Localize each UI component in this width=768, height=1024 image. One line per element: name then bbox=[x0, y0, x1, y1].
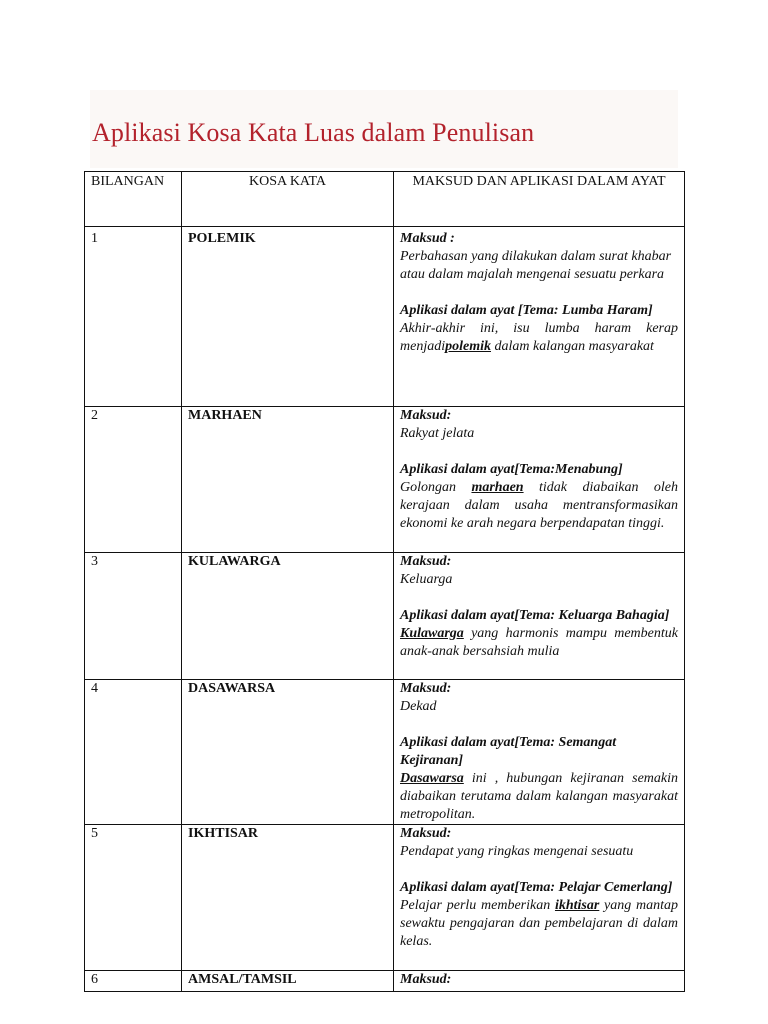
sentence-end: tidak diabaikan oleh kerajaan dalam usaha mentransformasikan ekonomi ke arah negara berpendapatan tinggi. bbox=[400, 480, 679, 531]
vocab-word: IKHTISAR bbox=[182, 825, 394, 971]
table-row bbox=[85, 407, 685, 553]
example-sentence bbox=[400, 320, 678, 356]
application-label: Aplikasi dalam ayat[Tema:Menabung] bbox=[400, 462, 623, 477]
example-sentence bbox=[400, 625, 678, 661]
vocab-word: AMSAL/TAMSIL bbox=[182, 971, 394, 992]
vocab-word: DASAWARSA bbox=[182, 680, 394, 825]
application-label: Aplikasi dalam ayat[Tema: Semangat Kejiranan] bbox=[400, 735, 617, 768]
highlighted-keyword: Kulawarga bbox=[400, 626, 464, 641]
header-maksud: MAKSUD DAN APLIKASI DALAM AYAT bbox=[394, 172, 685, 227]
definition-text: Dekad bbox=[400, 699, 437, 714]
highlighted-keyword: Dasawarsa bbox=[400, 771, 464, 786]
maksud-label: Maksud: bbox=[400, 408, 452, 423]
definition-text: Pendapat yang ringkas mengenai sesuatu bbox=[400, 844, 634, 859]
row-number: 4 bbox=[85, 680, 182, 825]
sentence-start: Pelajar perlu memberikan bbox=[400, 898, 555, 913]
meaning-cell bbox=[394, 227, 685, 407]
table-row bbox=[85, 971, 685, 992]
maksud-label: Maksud: bbox=[400, 554, 452, 569]
maksud-label: Maksud: bbox=[400, 972, 452, 987]
sentence-start: Golongan bbox=[400, 480, 472, 495]
maksud-label: Maksud: bbox=[400, 826, 452, 841]
header-bilangan: BILANGAN bbox=[85, 172, 182, 227]
page-title: Aplikasi Kosa Kata Luas dalam Penulisan bbox=[92, 118, 535, 147]
application-label: Aplikasi dalam ayat [Tema: Lumba Haram] bbox=[400, 303, 653, 318]
maksud-label: Maksud: bbox=[400, 681, 452, 696]
application-label: Aplikasi dalam ayat[Tema: Keluarga Bahagia] bbox=[400, 608, 670, 623]
application-label: Aplikasi dalam ayat[Tema: Pelajar Cemerlang] bbox=[400, 880, 673, 895]
row-number: 6 bbox=[85, 971, 182, 992]
table-header-row bbox=[85, 172, 685, 227]
sentence-end: dalam kalangan masyarakat bbox=[491, 339, 654, 354]
sentence-end: ini , hubungan kejiranan semakin diabaikan terutama dalam kalangan masyarakat metropolitan. bbox=[400, 771, 678, 822]
example-sentence bbox=[400, 897, 678, 951]
table-row bbox=[85, 680, 685, 825]
row-number: 3 bbox=[85, 553, 182, 680]
example-sentence bbox=[400, 479, 678, 533]
vocab-word: KULAWARGA bbox=[182, 553, 394, 680]
meaning-cell bbox=[394, 553, 685, 680]
table-row bbox=[85, 825, 685, 971]
table-row bbox=[85, 227, 685, 407]
definition-text: Perbahasan yang dilakukan dalam surat khabar atau dalam majalah mengenai sesuatu perkara bbox=[400, 249, 672, 282]
highlighted-keyword: polemik bbox=[445, 339, 491, 354]
vocab-word: MARHAEN bbox=[182, 407, 394, 553]
meaning-cell bbox=[394, 407, 685, 553]
row-number: 5 bbox=[85, 825, 182, 971]
meaning-cell bbox=[394, 825, 685, 971]
highlighted-keyword: marhaen bbox=[471, 480, 524, 495]
definition-text: Rakyat jelata bbox=[400, 426, 475, 441]
sentence-end: yang harmonis mampu membentuk anak-anak bersahsiah mulia bbox=[400, 626, 678, 659]
row-number: 2 bbox=[85, 407, 182, 553]
sentence-start: Akhir-akhir ini, isu lumba haram kerap menjadi bbox=[400, 321, 678, 354]
vocabulary-table bbox=[84, 171, 685, 992]
definition-text: Keluarga bbox=[400, 572, 453, 587]
example-sentence bbox=[400, 770, 678, 824]
meaning-cell bbox=[394, 971, 685, 992]
vocab-word: POLEMIK bbox=[182, 227, 394, 407]
row-number: 1 bbox=[85, 227, 182, 407]
header-kosa-kata: KOSA KATA bbox=[182, 172, 394, 227]
sentence-end: yang mantap sewaktu pengajaran dan pembelajaran di dalam kelas. bbox=[400, 898, 678, 949]
maksud-label: Maksud : bbox=[400, 231, 455, 246]
highlighted-keyword: ikhtisar bbox=[554, 898, 600, 913]
meaning-cell bbox=[394, 680, 685, 825]
table-row bbox=[85, 553, 685, 680]
